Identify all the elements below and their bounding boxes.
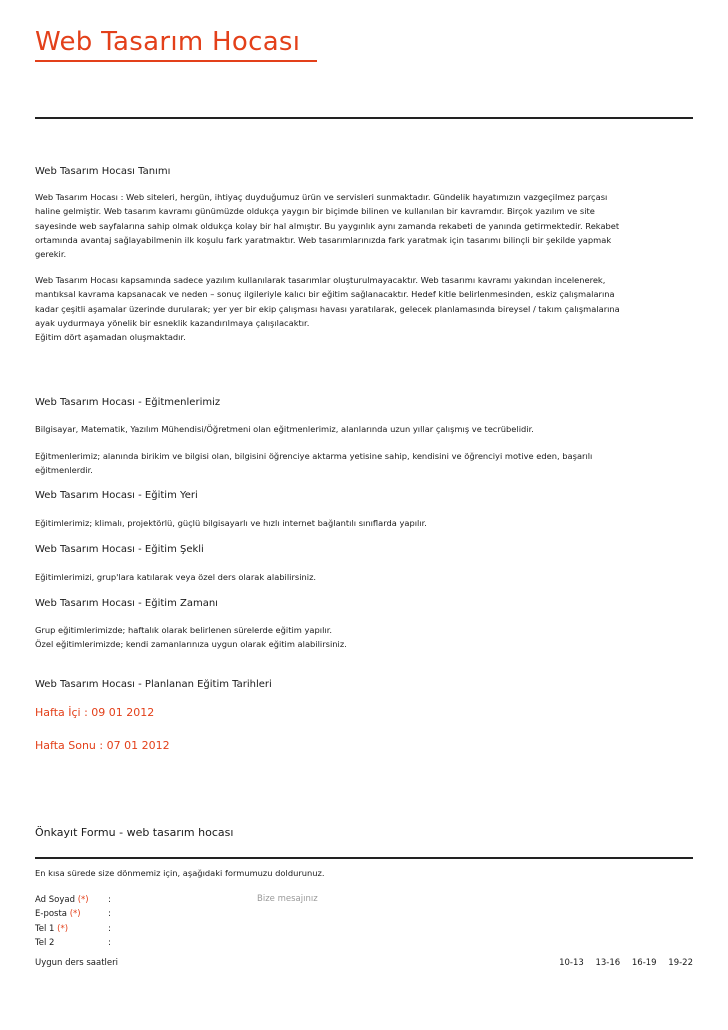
text-line: Eğitimlerimiz; klimalı, projektörlü, güçlü bilgisayarlı ve hızlı internet bağlantılı sınıflarda yapılır.	[35, 518, 427, 528]
text-line: Grup eğitimlerimizde; haftalık olarak belirlenen sürelerde eğitim yapılır.	[35, 625, 332, 635]
form-row-ad-soyad[interactable]	[35, 894, 118, 906]
field-colon: :	[108, 895, 111, 905]
text-line: haline gelmiştir. Web tasarım kavramı günümüzde oldukça yaygın bir biçimde bilinen ve kullanılan bir kavramdır. Birçok yazılım ve site	[35, 206, 595, 217]
form-row-eposta[interactable]	[35, 908, 118, 920]
section-heading-zaman: Web Tasarım Hocası - Eğitim Zamanı	[35, 598, 218, 609]
tanim-paragraph-1	[35, 190, 693, 261]
hours-options	[550, 958, 693, 968]
egitmenler-paragraph-1	[35, 422, 693, 436]
ad-soyad-label-text: Ad Soyad	[35, 895, 75, 905]
text-line: Özel eğitimlerimizde; kendi zamanlarınıza uygun olarak eğitim alabilirsiniz.	[35, 639, 347, 650]
text-line: gerekir.	[35, 249, 67, 260]
text-line: Eğitmenlerimiz; alanında birikim ve bilgisi olan, bilgisini öğrenciye aktarma yetisine sahip, kendisini ve öğrenciyi motive eden, başarılı	[35, 451, 593, 461]
field-colon: :	[108, 909, 111, 919]
text-line: Eğitim dört aşamadan oluşmaktadır.	[35, 332, 186, 343]
text-line: sayesinde web sayfalarına sahip olmak oldukça kolay bir hal almıştır. Bu yaygınlık aynı zamanda rekabeti de yanında getirmektedir. Rekabet	[35, 220, 620, 231]
field-colon: :	[108, 924, 111, 934]
required-mark: (*)	[57, 924, 69, 934]
field-colon: :	[108, 938, 111, 948]
hours-option[interactable]: 19-22	[668, 958, 693, 968]
text-line: kadar çeşitli aşamalar üzerinde durularak; yer yer bir ekip çalışması havası yaratılarak, gelecek planlamasında bireysel / takım çalışmalarına	[35, 303, 620, 314]
eposta-label-text: E-posta	[35, 909, 68, 919]
tel2-label-text: Tel 2	[35, 938, 55, 948]
site-title[interactable]: Web Tasarım Hocası	[35, 27, 301, 57]
ad-soyad-label	[35, 894, 108, 906]
hours-option[interactable]: 16-19	[631, 958, 657, 968]
hours-option[interactable]: 10-13	[559, 958, 584, 968]
tel2-label	[35, 937, 108, 949]
eposta-label	[35, 908, 108, 920]
text-line: ayak uydurmaya yönelik bir esneklik kazandırılmaya çalışılacaktır.	[35, 317, 310, 328]
hours-option[interactable]: 13-16	[595, 958, 621, 968]
hours-label: Uygun ders saatleri	[35, 958, 118, 968]
text-line: mantıksal kavrama kapsanacak ve neden – sonuç ilgileriyle kalıcı bir eğitim sağlanacaktır. Hedef kitle belirlenmesinden, eskiz çalışmalarına	[35, 289, 615, 300]
yer-paragraph	[35, 516, 693, 530]
text-line: Bilgisayar, Matematik, Yazılım Mühendisi/Öğretmeni olan eğitmenlerimiz, alanlarında uzun yıllar çalışmış ve tecrübelidir.	[35, 424, 534, 434]
header-divider	[35, 117, 693, 119]
form-intro-text: En kısa sürede size dönmemiz için, aşağıdaki formumuzu doldurunuz.	[35, 868, 325, 878]
text-line: Eğitimlerimizi, grup'lara katılarak veya özel ders olarak alabilirsiniz.	[35, 572, 317, 582]
form-row-tel1[interactable]	[35, 923, 118, 935]
tanim-paragraph-2	[35, 273, 693, 344]
message-textarea[interactable]: Bize mesajınız	[257, 894, 318, 904]
tel1-label	[35, 923, 108, 935]
section-heading-egitmenler: Web Tasarım Hocası - Eğitmenlerimiz	[35, 397, 221, 408]
text-line: Web Tasarım Hocası kapsamında sadece yazılım kullanılarak tasarımlar oluşturulmayacaktır. Web tasarımı kavramı yakından incelenerek,	[35, 275, 606, 285]
section-heading-tarihler: Web Tasarım Hocası - Planlanan Eğitim Tarihleri	[35, 679, 272, 690]
site-title-underline	[35, 60, 317, 62]
text-line: Web Tasarım Hocası : Web siteleri, hergün, ihtiyaç duyduğumuz ürün ve servisleri sunmaktadır. Gündelik hayatımızın vazgeçilmez parçası	[35, 192, 608, 202]
tel1-label-text: Tel 1	[35, 924, 55, 934]
section-heading-yer: Web Tasarım Hocası - Eğitim Yeri	[35, 490, 198, 501]
form-heading: Önkayıt Formu - web tasarım hocası	[35, 826, 234, 839]
form-divider	[35, 857, 693, 859]
section-heading-sekil: Web Tasarım Hocası - Eğitim Şekli	[35, 544, 204, 555]
hafta-sonu-date: Hafta Sonu : 07 01 2012	[35, 739, 170, 752]
required-mark: (*)	[69, 909, 81, 919]
egitmenler-paragraph-2	[35, 449, 693, 478]
section-heading-tanim: Web Tasarım Hocası Tanımı	[35, 166, 171, 177]
text-line: eğitmenlerdir.	[35, 465, 93, 476]
required-mark: (*)	[77, 895, 89, 905]
sekil-paragraph	[35, 570, 693, 584]
zaman-paragraph	[35, 623, 693, 652]
form-row-tel2[interactable]	[35, 937, 118, 949]
hafta-ici-date: Hafta İçi : 09 01 2012	[35, 706, 155, 719]
form-intro	[35, 866, 693, 880]
text-line: ortamında avantaj sağlayabilmenin ilk koşulu fark yaratmaktır. Web tasarımlarınızda fark yaratmak için tasarımı bilinçli bir şekilde yapmak	[35, 234, 612, 245]
